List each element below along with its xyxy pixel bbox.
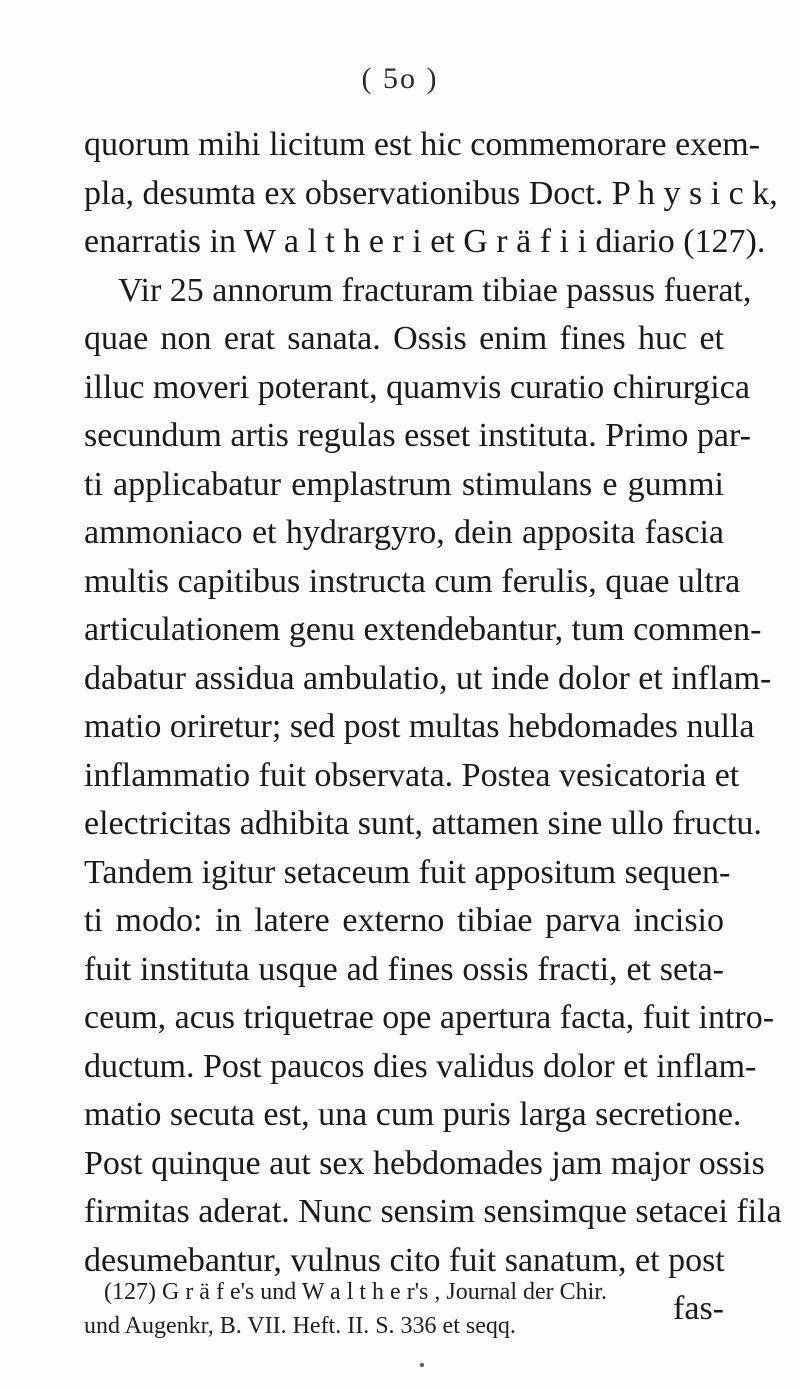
text-line: multis capitibus instructa cum ferulis, quae ultra — [84, 562, 741, 600]
text-line: quorum mihi licitum est hic commemorare exem- — [84, 126, 761, 163]
text-line: matio secuta est, una cum puris larga secretione. — [84, 1096, 742, 1133]
text-line: inflammatio fuit observata. Postea vesicatoria et — [84, 756, 740, 794]
body-text — [84, 121, 782, 1334]
text-line: dabatur assidua ambulatio, ut inde dolor et inflam- — [84, 659, 772, 697]
text-line: fuit instituta usque ad fines ossis fracti, et seta- — [84, 950, 724, 988]
page-number: ( 5o ) — [361, 62, 439, 95]
text-line: ceum, acus triquetrae ope apertura facta, fuit intro- — [84, 999, 775, 1036]
text-line: illuc moveri poterant, quamvis curatio chirurgica — [84, 368, 750, 406]
footnote-line: (127) G r ä f e's und W a l t h e r's , Journal der Chir. — [104, 1279, 607, 1305]
text-line: ammoniaco et hydrargyro, dein apposita fascia — [84, 514, 724, 551]
text-line: secundum artis regulas esset instituta. Primo par- — [84, 417, 751, 454]
footnote — [84, 1275, 724, 1343]
text-line: pla, desumta ex observationibus Doct. P h y s i c k, — [84, 174, 778, 212]
text-line: enarratis in W a l t h e r i et G r ä f i i diario (127). — [84, 223, 766, 260]
text-line: matio oriretur; sed post multas hebdomades nulla — [84, 708, 755, 745]
ink-speck — [420, 1363, 424, 1367]
footnote-line: und Augenkr, B. VII. Heft. II. S. 336 et seqq. — [84, 1313, 516, 1339]
text-line: firmitas aderat. Nunc sensim sensimque setacei fila — [84, 1193, 782, 1230]
catchword: fas- — [673, 1290, 724, 1327]
text-line: ductum. Post paucos dies validus dolor et inflam- — [84, 1047, 757, 1085]
text-line: Post quinque aut sex hebdomades jam major ossis — [84, 1144, 765, 1182]
text-line: Vir 25 annorum fracturam tibiae passus fuerat, — [118, 271, 752, 309]
text-line: ti applicabatur emplastrum stimulans e gummi — [84, 465, 724, 503]
text-line: ti modo: in latere externo tibiae parva incisio — [84, 902, 724, 939]
text-line: desumebantur, vulnus cito fuit sanatum, et post — [84, 1241, 725, 1279]
text-line: electricitas adhibita sunt, attamen sine ullo fructu. — [84, 805, 762, 842]
text-line: articulationem genu extendebantur, tum commen- — [84, 611, 762, 648]
text-line: Tandem igitur setaceum fuit appositum sequen- — [84, 853, 731, 891]
text-line: quae non erat sanata. Ossis enim fines huc et — [84, 320, 724, 357]
